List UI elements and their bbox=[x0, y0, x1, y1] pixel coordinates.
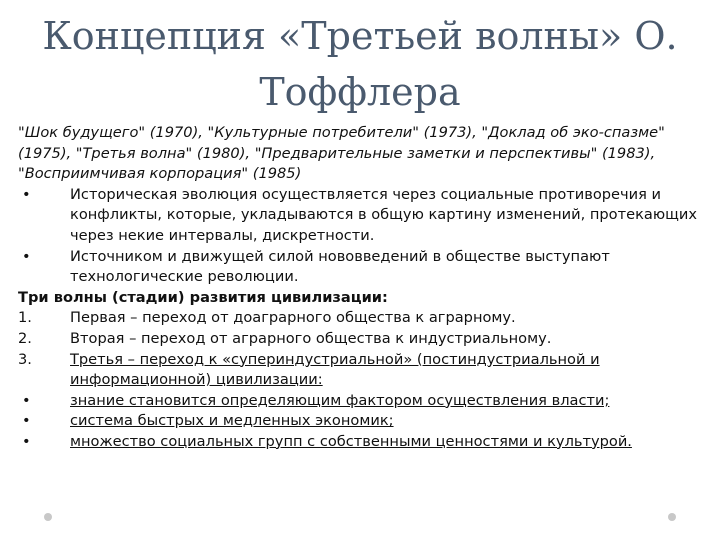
list-item bbox=[18, 329, 698, 350]
list-item bbox=[18, 411, 698, 432]
bullet-marker: • bbox=[22, 185, 31, 203]
list-item-text: Источником и движущей силой нововведений в обществе выступают технологические революции. bbox=[70, 247, 610, 286]
list-item-text: Историческая эволюция осуществляется через социальные противоречия и конфликты, которые, укладываются в общую картину изменений, протекающих через некие интервалы, дискретности. bbox=[70, 185, 697, 244]
list-item-text: система быстрых и медленных экономик; bbox=[70, 412, 394, 430]
bullet-marker: • bbox=[22, 412, 31, 430]
list-item-text: знание становится определяющим фактором осуществления власти; bbox=[70, 391, 610, 409]
list-item bbox=[18, 185, 698, 247]
number-marker: 3. bbox=[18, 350, 32, 368]
bullet-marker: • bbox=[22, 247, 31, 265]
list-item-text: Вторая – переход от аграрного общества к индустриальному. bbox=[70, 329, 552, 347]
list-item-text: Третья – переход к «супериндустриальной» (постиндустриальной и информационной) цивилизации: bbox=[70, 350, 600, 389]
list-item bbox=[18, 432, 698, 453]
number-marker: 1. bbox=[18, 309, 32, 327]
slide-body bbox=[18, 123, 698, 453]
bullet-marker: • bbox=[22, 432, 31, 450]
section-heading: Три волны (стадии) развития цивилизации: bbox=[18, 288, 388, 306]
list-item-text: множество социальных групп с собственными ценностями и культурой. bbox=[70, 432, 632, 450]
slide-title bbox=[40, 8, 680, 120]
title-line-2: Тоффлера bbox=[259, 70, 461, 114]
works-list: "Шок будущего" (1970), "Культурные потребители" (1973), "Доклад об эко-спазме" (1975), "Третья волна" (1980), "Предварительные заметки и перспективы" (1983), "Восприимчивая корпорация" (1985) bbox=[18, 124, 665, 183]
title-line-1: Концепция «Третьей волны» О. bbox=[42, 14, 678, 58]
number-marker: 2. bbox=[18, 329, 32, 347]
list-item-text: Первая – переход от доаграрного общества к аграрному. bbox=[70, 309, 516, 327]
list-item bbox=[18, 350, 698, 391]
decorative-dot bbox=[668, 513, 676, 521]
list-item bbox=[18, 391, 698, 412]
list-item bbox=[18, 247, 698, 288]
bullet-marker: • bbox=[22, 391, 31, 409]
decorative-dot bbox=[44, 513, 52, 521]
list-item bbox=[18, 308, 698, 329]
